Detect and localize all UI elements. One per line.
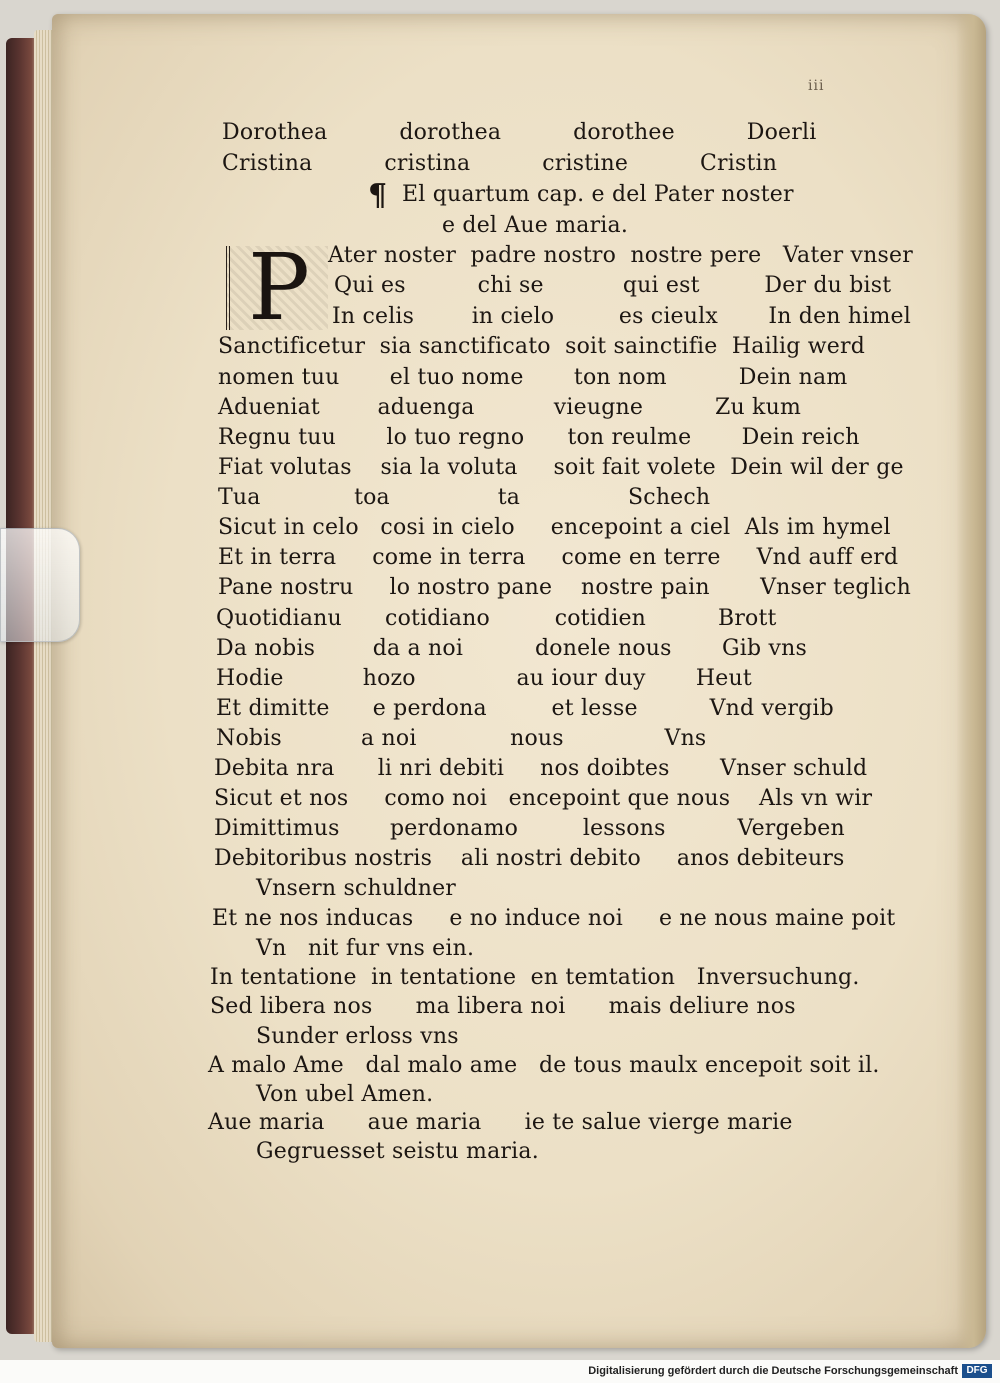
plastic-page-clip [0,528,80,642]
text-line: Nobis a noi nous Vns [216,726,707,751]
text-line: Pane nostru lo nostro pane nostre pain Vnser teglich [218,575,912,600]
text-line: Aue maria aue maria ie te salue vierge marie [208,1110,793,1135]
decorated-initial-letter: P [226,246,328,330]
text-line: Et ne nos inducas e no induce noi e ne nous maine poit [212,906,896,931]
page-gutter [956,14,986,1348]
text-line: Sunder erloss vns [256,1024,459,1049]
pilcrow-icon: ¶ [368,178,388,213]
funding-credit: Digitalisierung gefördert durch die Deutsche Forschungsgemeinschaft [588,1365,958,1377]
text-line: Sicut et nos como noi encepoint que nous Als vn wir [214,786,873,811]
text-line: Regnu tuu lo tuo regno ton reulme Dein reich [218,425,860,450]
text-line: Debitoribus nostris ali nostri debito anos debiteurs [214,846,845,871]
text-line: In tentatione in tentatione en temtation Inversuchung. [210,965,860,990]
chapter-heading: El quartum cap. e del Pater noster [402,182,794,207]
chapter-heading-cont: e del Aue maria. [442,213,629,238]
text-line: Ater noster padre nostro nostre pere Vater vnser [328,243,913,268]
text-line: nomen tuu el tuo nome ton nom Dein nam [218,365,848,390]
text-line: Quotidianu cotidiano cotidien Brott [216,606,777,631]
footer-bar [0,1360,1000,1383]
text-line: Et in terra come in terra come en terre Vnd auff erd [218,545,899,570]
text-line: Vn nit fur vns ein. [256,936,475,961]
text-line: Adueniat aduenga vieugne Zu kum [218,395,802,420]
text-line: Fiat volutas sia la voluta soit fait volete Dein wil der ge [218,455,904,480]
text-line: Sanctificetur sia sanctificato soit sainctifie Hailig werd [218,334,866,359]
text-line: Cristina cristina cristine Cristin [222,151,778,176]
text-line: Sicut in celo cosi in cielo encepoint a ciel Als im hymel [218,515,891,540]
text-line: Dorothea dorothea dorothee Doerli [222,120,817,145]
text-line: Da nobis da a noi donele nous Gib vns [216,636,807,661]
text-line: Debita nra li nri debiti nos doibtes Vnser schuld [214,756,868,781]
text-line: In celis in cielo es cieulx In den himel [332,304,911,329]
dfg-logo-icon: DFG [962,1364,992,1378]
foliation-mark: iii [808,78,825,94]
text-line: Von ubel Amen. [256,1082,434,1107]
text-line: A malo Ame dal malo ame de tous maulx encepoit soit il. [208,1053,880,1078]
text-line: Qui es chi se qui est Der du bist [334,273,892,298]
text-line: Dimittimus perdonamo lessons Vergeben [214,816,845,841]
text-line: Hodie hozo au iour duy Heut [216,666,752,691]
text-line: Gegruesset seistu maria. [256,1139,539,1164]
text-line: Sed libera nos ma libera noi mais deliure nos [210,994,796,1019]
text-line: Tua toa ta Schech [218,485,711,510]
text-line: Et dimitte e perdona et lesse Vnd vergib [216,696,834,721]
text-line: Vnsern schuldner [256,876,457,901]
